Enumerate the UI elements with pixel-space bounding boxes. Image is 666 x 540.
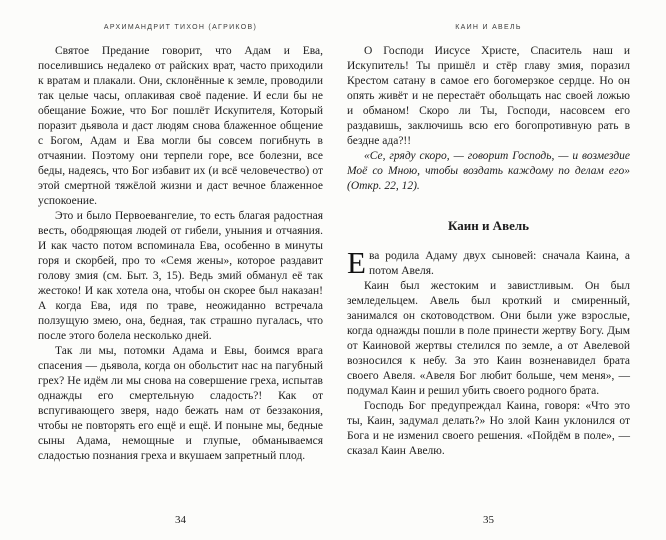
scripture-quote: «Се, гряду скоро, — говорит Господь, — и возмездие Моё со Мною, чтобы воздать каждому по делам его» (Откр. 22, 12). <box>347 150 630 192</box>
left-page-body <box>38 44 323 464</box>
paragraph: Так ли мы, потомки Адама и Евы, боимся врага спасения — дьявола, когда он обольстит нас на пагубный грех? Не идём ли мы снова на совершение греха, испытав однажды его смертельную сладость?! Как от вспугивающего зверя, надо бежать нам от беззакония, чтобы не повторять его ещё и ещё. И поныне мы, бедные сыны Адама, немощные и глупые, обманываемся сладостью познания греха и вкушаем запретный плод. <box>38 345 323 462</box>
chapter-title: Каин и Авель <box>447 218 530 233</box>
right-running-head: КАИН И АВЕЛЬ <box>455 24 522 31</box>
dropcap-paragraph <box>347 245 630 280</box>
drop-cap-letter: Е <box>347 245 366 280</box>
left-page-number: 34 <box>175 514 186 526</box>
right-page-number: 35 <box>483 514 494 526</box>
left-running-head: АРХИМАНДРИТ ТИХОН (АГРИКОВ) <box>103 24 258 31</box>
paragraph: Господь Бог предупреждал Каина, говоря: «Что это ты, Каин, задумал делать?» Но злой Каин уклонился от Бога и не изменил своего решения. «Пойдём в поле», — сказал Каин Авелю. <box>347 400 630 457</box>
paragraph: Святое Предание говорит, что Адам и Ева, поселившись недалеко от райских врат, часто приходили к вратам и плакали. Они, склонённые к земле, проводили так целые часы, оплакивая своё падение. И если бы не обещание Божие, что Бог пошлёт Искупителя, Который поразит дьявола и даст людям снова блаженное общение с Богом, Адам и Ева могли бы совсем погибнуть в отчаянии. Поэтому они терпели горе, все болезни, все беды, надеясь, что Бог избавит их (и всё человечество) от этой смертной тяжёлой жизни и даст вечное блаженное успокоение. <box>38 45 323 207</box>
dropcap-paragraph-text: ва родила Адаму двух сыновей: сначала Каина, а потом Авеля. <box>368 250 630 277</box>
paragraph: Каин был жестоким и завистливым. Он был земледельцем. Авель был кроткий и смиренный, занимался он скотоводством. Они были уже взрослые, когда однажды пошли в поле принести жертву Богу. Дым от Каиновой жертвы стелился по земле, а от Авелевой возносился к небу. За это Каин возненавидел брата своего Авеля. «Авеля Бог любит больше, чем меня», — подумал Каин и решил убить своего родного брата. <box>347 280 630 397</box>
right-page-body <box>347 44 630 459</box>
right-page <box>333 0 666 540</box>
paragraph: Это и было Первоевангелие, то есть благая радостная весть, ободряющая людей от гибели, уныния и отчаяния. И как часто потом вспоминала Ева, особенно в минуты горя и скорбей, про то «Семя жены», которое раздавит голову змия (см. Быт. 3, 15). Ведь змий обманул её так жестоко! И как хотела она, чтобы он скорее был наказан! А когда Ева, идя по траве, неожиданно встречала ползущую змею, она, бедная, так страшно пугалась, что после этого болела несколько дней. <box>38 210 323 342</box>
paragraph: О Господи Иисусе Христе, Спаситель наш и Искупитель! Ты пришёл и стёр главу змия, поразил Крестом сатану в самое его богомерзкое сердце. Но он опять живёт и не перестаёт обольщать нас своей ложью и обманом! Скоро ли Ты, Господи, насовсем его раздавишь, заключишь всю его богопротивную рать в бездне ада?!! <box>347 45 630 147</box>
